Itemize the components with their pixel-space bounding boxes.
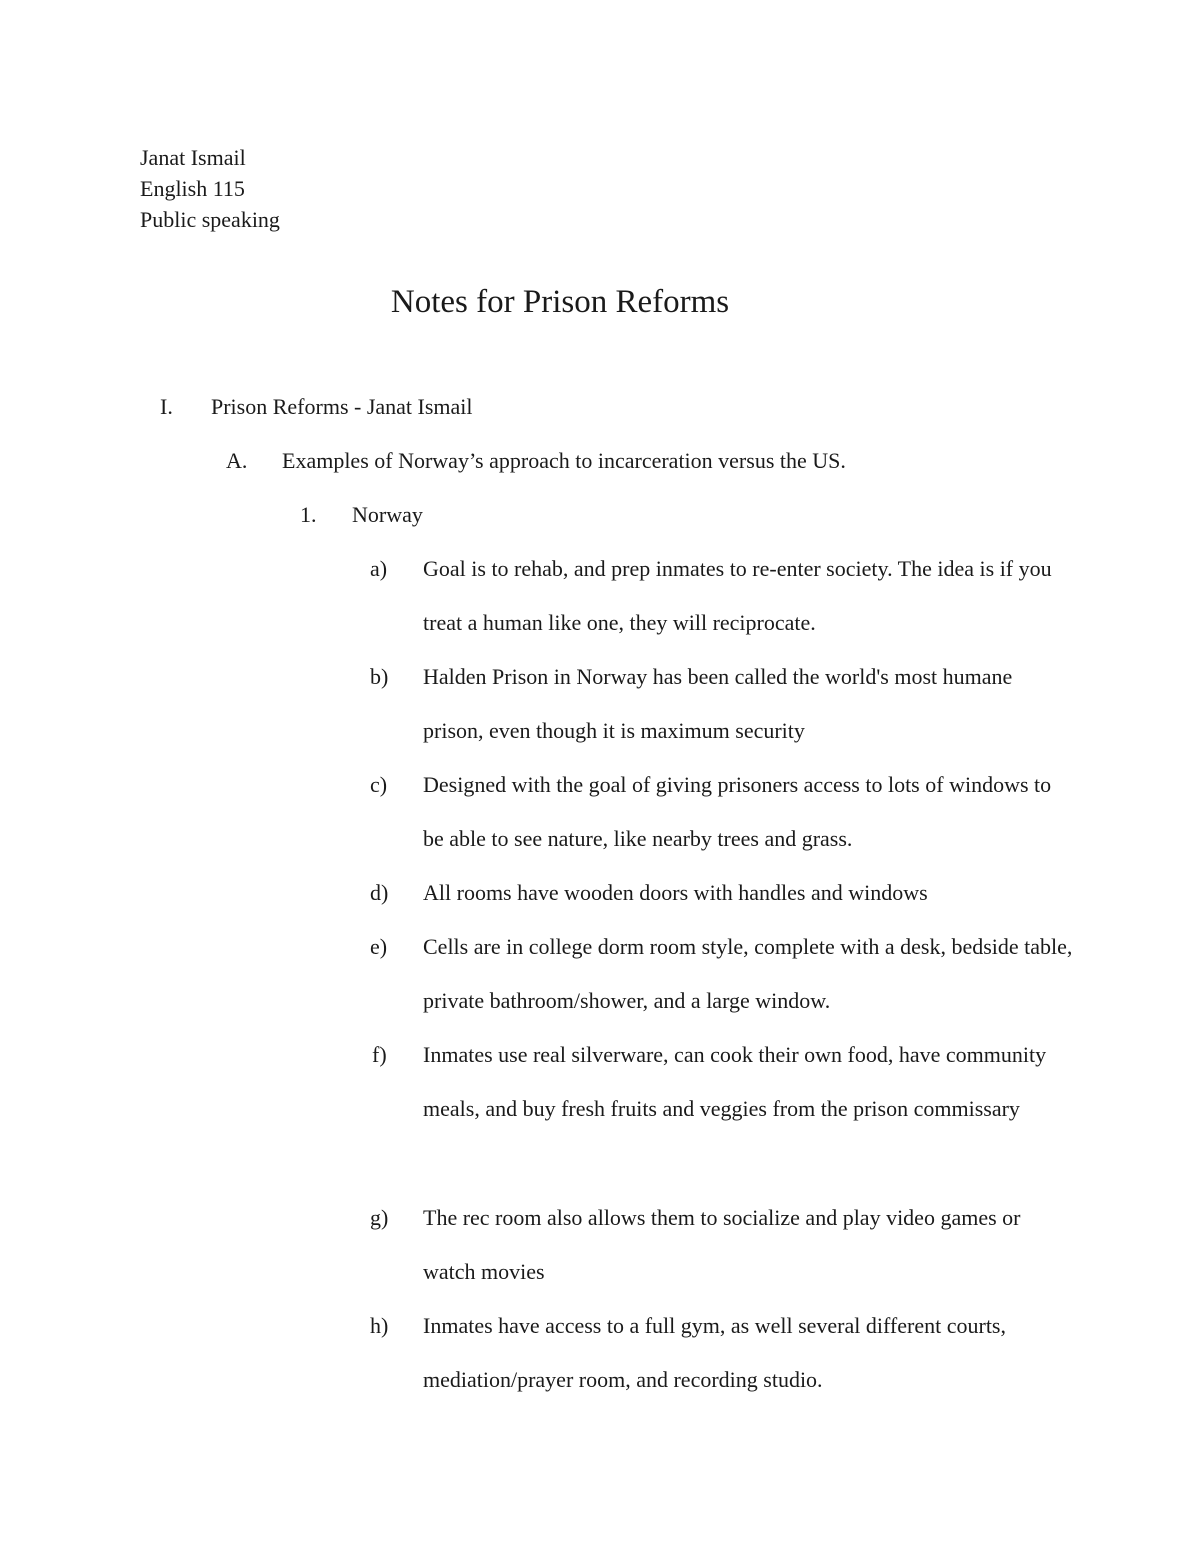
list-item-marker: e) [370, 934, 388, 959]
list-item-marker: b) [370, 664, 389, 689]
list-item-text: All rooms have wooden doors with handles and windows [423, 880, 928, 905]
author-name: Janat Ismail [140, 145, 246, 170]
outline-level1-marker: I. [160, 394, 173, 419]
list-item-text: Cells are in college dorm room style, complete with a desk, bedside table, private bathroom/shower, and a large window. [423, 934, 1073, 1013]
page-title: Notes for Prison Reforms [390, 284, 730, 320]
course-name: English 115 [140, 176, 245, 201]
outline-level1-text: Prison Reforms - Janat Ismail [211, 394, 473, 419]
list-item-text: Halden Prison in Norway has been called the world's most humane prison, even though it is maximum security [423, 664, 1013, 743]
outline-level3-text: Norway [352, 502, 423, 527]
list-item-text: Inmates use real silverware, can cook their own food, have community meals, and buy fresh fruits and veggies from the prison commissary [423, 1042, 1047, 1121]
list-item-marker: a) [370, 556, 388, 581]
list-item-marker: g) [370, 1205, 389, 1230]
outline-level3-marker: 1. [300, 502, 317, 527]
outline-level2-text: Examples of Norway’s approach to incarceration versus the US. [282, 448, 846, 473]
list-item-text: The rec room also allows them to socialize and play video games or watch movies [423, 1205, 1021, 1284]
list-item-text: Designed with the goal of giving prisoners access to lots of windows to be able to see nature, like nearby trees and grass. [423, 772, 1052, 851]
list-item-text: Inmates have access to a full gym, as well several different courts, mediation/prayer room, and recording studio. [423, 1313, 1006, 1392]
list-item-marker: d) [370, 880, 389, 905]
list-item-marker: c) [370, 772, 388, 797]
list-item-marker: h) [370, 1313, 389, 1338]
list-item-marker: f) [372, 1042, 387, 1067]
list-item-text: Goal is to rehab, and prep inmates to re-enter society. The idea is if you treat a human like one, they will reciprocate. [423, 556, 1052, 635]
document-header [140, 142, 280, 235]
subject-name: Public speaking [140, 207, 280, 232]
outline-level2-marker: A. [226, 448, 248, 473]
